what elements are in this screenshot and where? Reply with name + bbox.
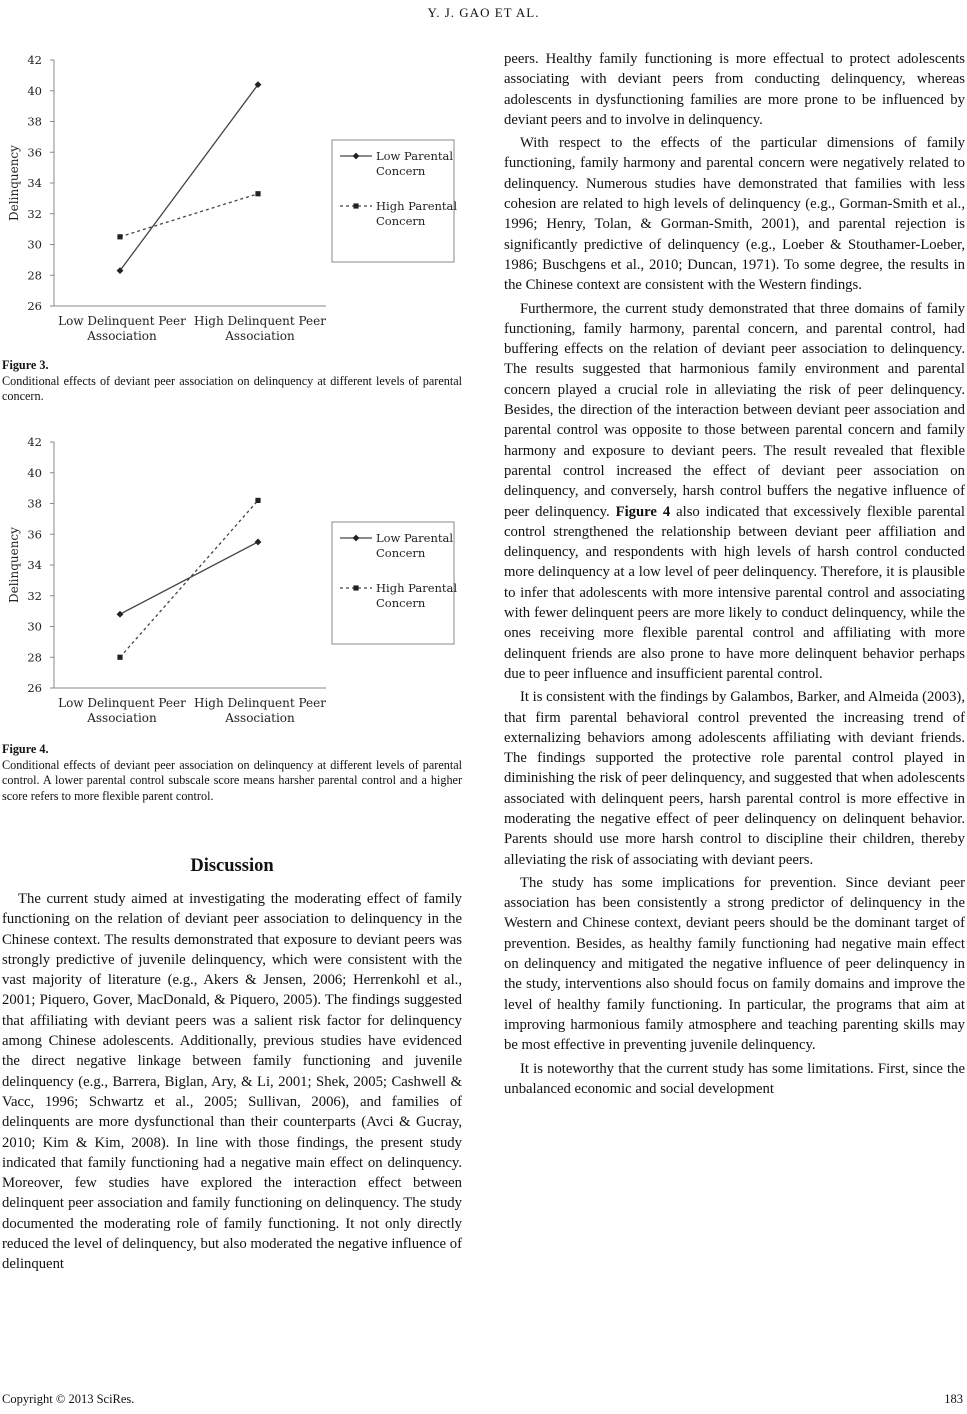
- paragraph-text: also indicated that excessively flexible parental control strengthened the relationship between deviant peer affiliation and delinquency, and respondents with high levels of harsh control conducted more delinquency at a low level of peer delinquency. Therefore, it is plausible to infer that adolescents with more intensive parental control and associating with fewer delinquent peers are more likely to conduct delinquency, while the ones receiving more flexible parental control and affiliating with more delinquent friends are also prone to have more delinquent behavior perhaps due to peer influence and insufficient parental control.: [504, 503, 965, 682]
- running-header: Y. J. GAO ET AL.: [427, 5, 540, 20]
- y-tick-label: 32: [27, 206, 42, 221]
- y-tick-label: 34: [27, 176, 42, 190]
- right-column-text: [504, 49, 965, 1099]
- figure-reference-link[interactable]: Figure 4: [615, 503, 671, 520]
- y-tick-label: 42: [27, 53, 42, 67]
- y-tick-label: 28: [27, 650, 42, 665]
- y-tick-label: 26: [27, 299, 42, 313]
- legend-swatch-marker: [353, 585, 358, 590]
- legend-label: Concern: [376, 596, 426, 610]
- paragraph: [504, 299, 965, 685]
- x-tick-label: Low Delinquent Peer: [58, 314, 186, 328]
- figure-4-label: Figure 4.: [2, 742, 49, 756]
- figure-4-caption-text: Conditional effects of deviant peer association on delinquency at different levels of parental control. A lower parental control subscale score means harsher parental control and a higher score refers to more flexible parent control.: [2, 757, 462, 803]
- y-tick-label: 38: [27, 114, 42, 129]
- x-tick-label: High Delinquent Peer: [193, 314, 327, 328]
- paragraph: The current study aimed at investigating the moderating effect of family functioning on the relation of deviant peer association to delinquency in the Chinese context. The results demonstrated that exposure to deviant peers was strongly predictive of juvenile delinquency, which were consistent with the vast majority of literature (e.g., Akers & Jensen, 2006; Herrenkohl et al., 2001; Piquero, Gover, MacDonald, & Piquero, 2005). The findings suggested that affiliating with deviant peers was a salient risk factor for delinquency among Chinese adolescents. Additionally, previous studies have evidenced the direct negative linkage between family functioning and juvenile delinquency (e.g., Barrera, Biglan, Ary, & Li, 2001; Shek, 2005; Cashwell & Vacc, 1996; Schwartz et al., 2005; Sullivan, 2006), and families of delinquents are more dysfunctional than their counterparts (Avci & Gucray, 2010; Kim & Kim, 2008). In line with those findings, the present study indicated that family functioning had a negative main effect on delinquency. Moreover, few studies have explored the interaction effect between delinquent peer association and family functioning on delinquency. The study documented the moderating role of family functioning. It not only directly reduced the level of delinquency, but also moderated the negative influence of delinquent: [2, 891, 462, 1273]
- legend-swatch-marker: [353, 203, 358, 208]
- legend-label: High Parental: [376, 199, 458, 213]
- y-tick-label: 36: [27, 145, 42, 160]
- figure-4-caption: [2, 742, 462, 804]
- figure-3-label: Figure 3.: [2, 358, 49, 372]
- figure-3-chart: [2, 52, 460, 348]
- x-tick-label: High Delinquent Peer: [193, 696, 327, 710]
- y-tick-label: 40: [27, 465, 42, 480]
- paragraph: The study has some implications for prevention. Since deviant peer association has been consistently a strong predictor of delinquency in the Western and Chinese context, deviant peers should be the dominant target of prevention. Besides, as healthy family functioning had negative main effect on delinquency and mitigated the negative influence of peer delinquency in the study, interventions also should focus on family domains and improve the level of healthy family functioning. In particular, the programs that aim at improving harmonious family atmosphere and teaching parenting skills may be most effective in preventing juvenile delinquency.: [504, 874, 965, 1054]
- y-tick-label: 26: [27, 681, 42, 695]
- y-tick-label: 42: [27, 435, 42, 449]
- section-heading-discussion: Discussion: [190, 856, 274, 876]
- y-tick-label: 38: [27, 496, 42, 511]
- data-point: [255, 191, 260, 196]
- paragraph: It is consistent with the findings by Galambos, Barker, and Almeida (2003), that firm parental behavioral control prevented the increasing trend of externalizing behaviors among adolescents affiliating with deviant friends. The findings supported the protective role parental control played in diminishing the risk of peer delinquency, and suggested that when adolescents associated with delinquent peers, harsh parental control is more effective in moderating the negative effect of peer delinquency on delinquent behavior. Parents should use more harsh control to discipline their children, thereby alleviating the risk of associating with deviant peers.: [504, 689, 965, 868]
- figure-3-caption: [2, 358, 462, 405]
- legend-label: Concern: [376, 546, 426, 560]
- data-point: [117, 655, 122, 660]
- paragraph: It is noteworthy that the current study has some limitations. First, since the unbalanced economic and social development: [504, 1060, 965, 1097]
- figure-4-chart: [2, 434, 460, 730]
- paragraph: peers. Healthy family functioning is more effectual to protect adolescents associating with deviant peers from conducting delinquency, whereas adolescents in dysfunctioning families are more prone to be influenced by deviant peers and to involve in delinquency.: [504, 51, 965, 128]
- x-tick-label: Association: [87, 711, 157, 725]
- y-tick-label: 30: [27, 619, 42, 634]
- legend-label: Concern: [376, 164, 426, 178]
- figure-4-svg: [2, 434, 460, 730]
- paragraph-text: Furthermore, the current study demonstrated that three domains of family functioning, family harmony, parental concern, and parental control, had buffering effects on the relation of deviant peer association to delinquency. The results suggested that harmonious family environment and parental concern played a crucial role in alleviating the risk of peer delinquency. Besides, the direction of the interaction between deviant peer association and parental control was opposite to those between parental concern and family harmony and exposure to deviant peers. The result revealed that flexible parental control increased the effect of deviant peer association on delinquency, and conversely, harsh control buffers the negative influence of peer delinquency.: [504, 300, 965, 520]
- legend-label: Concern: [376, 214, 426, 228]
- x-tick-label: Association: [225, 711, 295, 725]
- footer-copyright: Copyright © 2013 SciRes.: [2, 1392, 135, 1406]
- y-tick-label: 34: [27, 558, 42, 572]
- y-tick-label: 32: [27, 588, 42, 603]
- x-tick-label: Low Delinquent Peer: [58, 696, 186, 710]
- y-tick-label: 40: [27, 83, 42, 98]
- x-tick-label: Association: [225, 329, 295, 343]
- y-tick-label: 30: [27, 237, 42, 252]
- data-point: [117, 234, 122, 239]
- legend-label: High Parental: [376, 581, 458, 595]
- figure-3-svg: [2, 52, 460, 348]
- y-axis-label: Delinquency: [7, 145, 21, 221]
- legend-label: Low Parental: [376, 149, 454, 163]
- left-column-text: [2, 889, 462, 1275]
- paragraph: With respect to the effects of the particular dimensions of family functioning, family harmony and parental concern were negatively related to delinquency. Numerous studies have demonstrated that families with less cohesion are related to high levels of delinquency (e.g., Gorman-Smith et al., 1996; Henry, Tolan, & Gorman-Smith, 2001), and parental rejection is significantly predictive of delinquency (e.g., Loeber & Stouthamer-Loeber, 1986; Buschgens et al., 2010; Duncan, 1971). To some degree, the results in the Chinese context are consistent with the Western findings.: [504, 135, 965, 294]
- footer-page-number: 183: [944, 1392, 963, 1406]
- x-tick-label: Association: [87, 329, 157, 343]
- data-point: [255, 498, 260, 503]
- legend-label: Low Parental: [376, 531, 454, 545]
- y-axis-label: Delinquency: [7, 527, 21, 603]
- y-tick-label: 36: [27, 527, 42, 542]
- figure-3-caption-text: Conditional effects of deviant peer association on delinquency at different levels of parental concern.: [2, 373, 462, 403]
- y-tick-label: 28: [27, 268, 42, 283]
